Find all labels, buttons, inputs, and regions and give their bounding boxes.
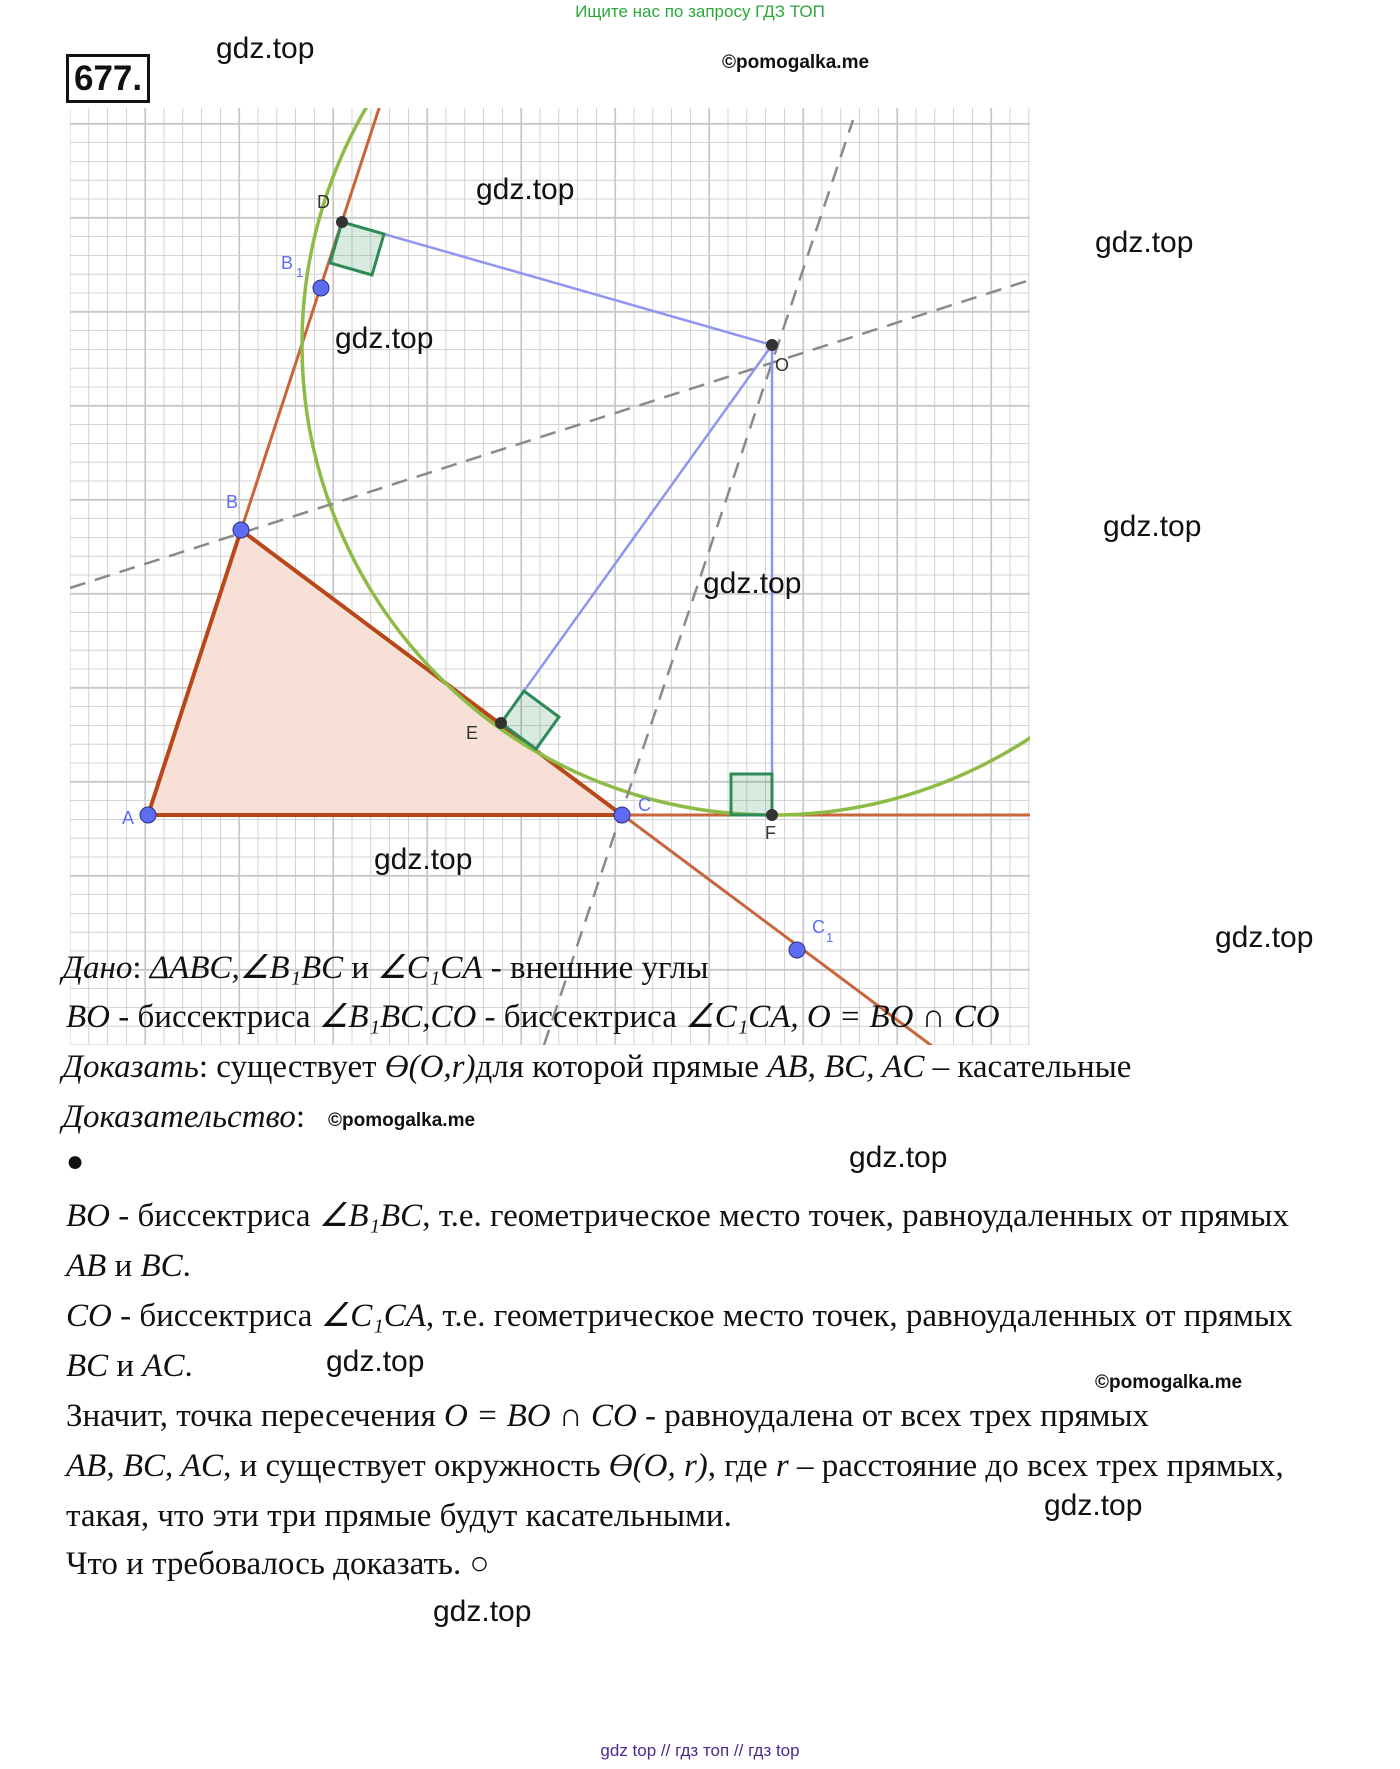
point-d <box>336 216 348 228</box>
p3-a: CO <box>66 1298 112 1334</box>
geometry-figure <box>60 105 1040 1050</box>
p1-a: BO <box>66 1198 110 1234</box>
given-rest: - внешние углы <box>482 950 709 986</box>
watermark: gdz.top <box>703 567 802 600</box>
l2-d: - биссектриса <box>476 999 686 1035</box>
p3-b: - биссектриса <box>111 1298 321 1334</box>
watermark: gdz.top <box>1215 921 1314 954</box>
prove-c: для которой прямые <box>475 1049 768 1085</box>
p4-c: AC <box>142 1348 185 1384</box>
proof-label: Доказательство <box>62 1099 296 1135</box>
p6-e: r <box>775 1448 789 1484</box>
right-angle-f <box>731 774 772 815</box>
label-f: F <box>765 823 776 843</box>
label-b: B <box>226 492 239 512</box>
p1-d: , т.е. геометрическое место точек, равноудаленных от прямых <box>422 1198 1289 1234</box>
bisector-bo <box>70 280 1030 588</box>
copyright-mark: ©pomogalka.me <box>1095 1372 1243 1393</box>
watermark: gdz.top <box>1103 510 1202 543</box>
triangle-abc <box>148 530 622 815</box>
l2-a: BO <box>66 999 110 1035</box>
p6-b: , и существует окружность <box>223 1448 609 1484</box>
p5-c: - равноудалена от всех трех прямых <box>636 1398 1150 1434</box>
watermark: gdz.top <box>1044 1489 1143 1522</box>
p6-a: AB, BC, AC <box>66 1448 224 1484</box>
watermark: gdz.top <box>849 1141 948 1174</box>
top-search-note: Ищите нас по запросу ГДЗ ТОП <box>575 2 825 21</box>
label-c1: C <box>812 917 825 937</box>
proof-line-7: такая, что эти три прямые будут касательными. <box>66 1498 732 1534</box>
p2-c: BC <box>140 1248 183 1284</box>
point-b1 <box>313 280 329 296</box>
p3-d: , т.е. геометрическое место точек, равноудаленных от прямых <box>425 1298 1293 1334</box>
bisector-co <box>544 120 853 1045</box>
p1-c: ∠B₁BC <box>318 1198 423 1234</box>
given-colon: : <box>132 950 142 986</box>
given-line <box>62 948 709 988</box>
radius-oe <box>501 345 772 723</box>
bullet: ● <box>66 1145 85 1178</box>
watermark: gdz.top <box>433 1595 532 1628</box>
prove-colon: : <box>198 1049 209 1085</box>
p3-c: ∠C₁CA <box>320 1298 426 1334</box>
point-b <box>233 522 249 538</box>
point-o <box>766 339 778 351</box>
point-f <box>766 809 778 821</box>
p5-b: O = BO ∩ CO <box>444 1398 637 1434</box>
proof-line-3 <box>66 1296 1293 1336</box>
proof-line-1 <box>66 1196 1289 1236</box>
label-b1: B <box>281 253 294 273</box>
p2-d: . <box>182 1248 191 1284</box>
watermark: gdz.top <box>476 173 575 206</box>
bottom-note: gdz top // гдз топ // гдз top <box>600 1741 800 1760</box>
l2-b: - биссектриса <box>110 999 319 1035</box>
p5-a: Значит, точка пересечения <box>66 1398 445 1434</box>
given-line-2 <box>66 997 1000 1037</box>
p6-f: – расстояние до всех трех прямых, <box>788 1448 1284 1484</box>
p6-d: , где <box>707 1448 776 1484</box>
p2-a: AB <box>66 1248 107 1284</box>
p4-b: и <box>108 1348 143 1384</box>
prove-b: Ɵ(O,r) <box>384 1049 476 1085</box>
p2-b: и <box>106 1248 141 1284</box>
conclusion-line: Что и требовалось доказать. ○ <box>66 1546 490 1582</box>
l2-c: ∠B₁BC,CO <box>318 999 477 1035</box>
proof-line-4 <box>66 1346 193 1386</box>
p4-d: . <box>184 1348 193 1384</box>
given-and: и <box>343 950 378 986</box>
label-o: O <box>775 355 790 375</box>
watermark: gdz.top <box>374 843 473 876</box>
l2-e: ∠C₁CA, O = BO ∩ CO <box>685 999 1000 1035</box>
point-c1 <box>789 942 805 958</box>
label-c: C <box>638 795 651 815</box>
p6-c: Ɵ(O, r) <box>608 1448 708 1484</box>
label-b1-sub: 1 <box>296 265 304 280</box>
watermark: gdz.top <box>335 322 434 355</box>
proof-line-6 <box>66 1446 1284 1486</box>
point-c <box>614 807 630 823</box>
proof-colon: : <box>295 1099 306 1135</box>
copyright-mark: ©pomogalka.me <box>328 1110 476 1131</box>
p1-b: - биссектриса <box>110 1198 319 1234</box>
p4-a: BC <box>66 1348 109 1384</box>
label-d: D <box>317 192 330 212</box>
problem-number: 677. <box>66 54 150 103</box>
proof-line-2 <box>66 1246 191 1286</box>
watermark: gdz.top <box>216 32 315 65</box>
given-math2: ∠C₁CA <box>377 950 483 986</box>
prove-e: – касательные <box>924 1049 1132 1085</box>
label-c1-sub: 1 <box>826 930 834 945</box>
proof-heading <box>62 1097 305 1137</box>
prove-d: AB, BC, AC <box>767 1049 925 1085</box>
watermark: gdz.top <box>1095 226 1194 259</box>
prove-label: Доказать <box>62 1049 199 1085</box>
point-a <box>140 807 156 823</box>
grid <box>70 108 1030 1045</box>
copyright-mark: ©pomogalka.me <box>722 52 870 73</box>
point-e <box>495 717 507 729</box>
given-math: ΔABC,∠B₁BC <box>141 950 344 986</box>
watermark: gdz.top <box>326 1345 425 1378</box>
label-e: E <box>466 723 479 743</box>
prove-line <box>62 1047 1131 1087</box>
prove-a: существует <box>208 1049 385 1085</box>
label-a: A <box>122 808 135 828</box>
given-label: Дано <box>62 950 133 986</box>
proof-line-5 <box>66 1396 1149 1436</box>
